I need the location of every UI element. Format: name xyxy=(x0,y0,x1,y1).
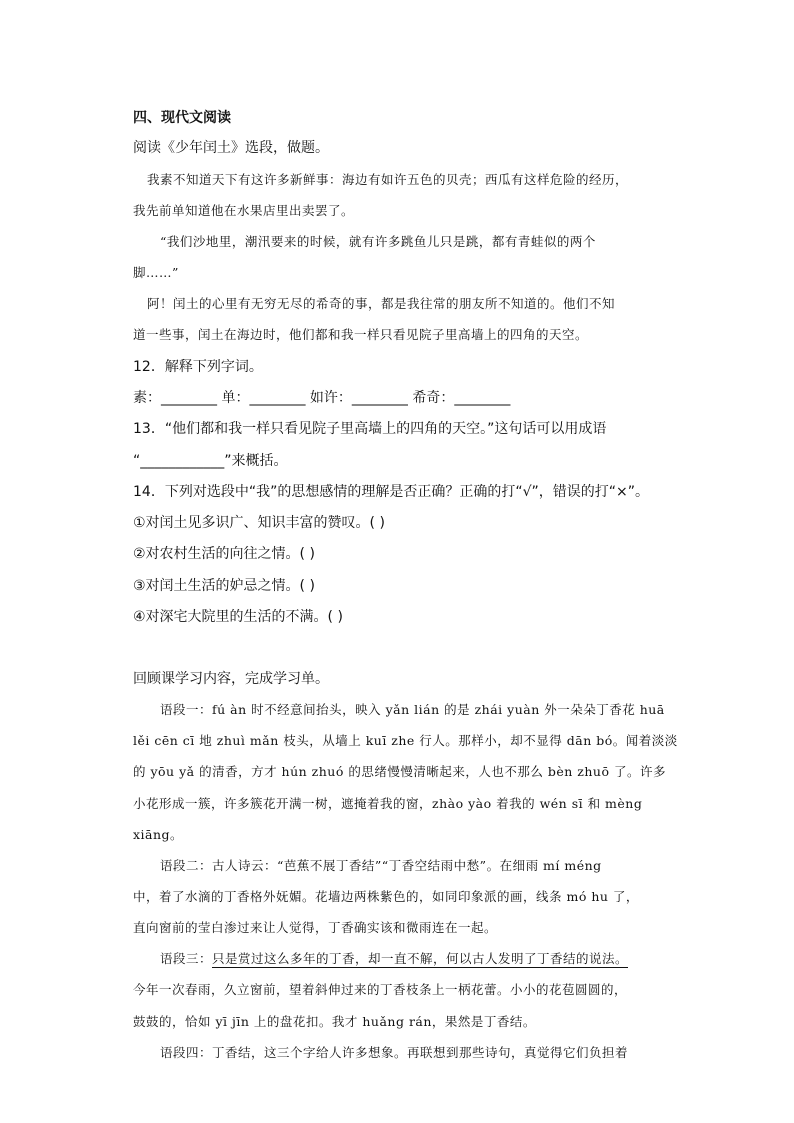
passage-line: 道一些事，闰土在海边时，他们都和我一样只看见院子里高墙上的四角的天空。 xyxy=(133,327,589,342)
question-12: 12．解释下列字词。 xyxy=(133,359,263,375)
underlined-sentence: 只是赏过这么多年的丁香，却一直不解，何以古人发明了丁香结的说法。 xyxy=(212,951,629,966)
passage-line: 我先前单知道他在水果店里出卖罢了。 xyxy=(133,203,355,218)
segment-label: 语段三： xyxy=(160,951,213,966)
segment-line: 直向窗前的莹白渗过来让人觉得，丁香确实该和微雨连在一起。 xyxy=(133,920,498,935)
segment-line: 语段四：丁香结，这三个字给人许多想象。再联想到那些诗句，真觉得它们负担着 xyxy=(160,1045,629,1060)
question-14-item: ④对深宅大院里的生活的不满。( ) xyxy=(133,609,343,625)
segment-line: 语段二：古人诗云：“芭蕉不展丁香结”“丁香空结雨中愁”。在细雨 mí méng xyxy=(160,858,602,873)
question-13: 13．“他们都和我一样只看见院子里高墙上的四角的天空。”这句话可以用成语 xyxy=(133,421,607,437)
segment-line: 语段一：fú àn 时不经意间抬头，映入 yǎn lián 的是 zhái yuàn 外一朵朵丁香花 huā xyxy=(160,702,665,717)
passage-line: 阿！闰土的心里有无穷无尽的希奇的事，都是我往常的朋友所不知道的。他们不知 xyxy=(147,296,616,311)
question-14: 14．下列对选段中“我”的思想感情的理解是否正确？正确的打“√”，错误的打“×”。 xyxy=(133,484,649,500)
review-instruction: 回顾课学习内容，完成学习单。 xyxy=(133,671,329,687)
segment-line: 中，着了水滴的丁香格外妩媚。花墙边两株紫色的，如同印象派的画，线条 mó hu 了， xyxy=(133,889,639,904)
reading-instruction: 阅读《少年闰土》选段，做题。 xyxy=(133,140,329,156)
passage-line: 脚……” xyxy=(133,265,179,280)
question-14-item: ③对闰土生活的妒忌之情。( ) xyxy=(133,578,315,594)
question-14-item: ①对闰土见多识广、知识丰富的赞叹。( ) xyxy=(133,515,385,531)
passage-line: 我素不知道天下有这许多新鲜事：海边有如许五色的贝壳；西瓜有这样危险的经历， xyxy=(147,172,629,187)
segment-line: 鼓鼓的，恰如 yī jīn 上的盘花扣。我才 huǎng rán，果然是丁香结。 xyxy=(133,1014,536,1029)
segment-line: 的 yōu yǎ 的清香，方才 hún zhuó 的思绪慢慢清晰起来，人也不那么 bèn zhuō 了。许多 xyxy=(133,764,666,779)
segment-line: lěi cēn cī 地 zhuì mǎn 枝头，从墙上 kuī zhe 行人。那样小，却不显得 dān bó。闻着淡淡 xyxy=(133,733,678,748)
section-title: 四、现代文阅读 xyxy=(133,110,231,126)
segment-line xyxy=(160,949,628,969)
passage-line: “我们沙地里，潮汛要来的时候，就有许多跳鱼儿只是跳，都有青蛙似的两个 xyxy=(160,234,596,249)
segment-line: 小花形成一簇，许多簇花开满一树，遮掩着我的窗，zhào yào 着我的 wén sī 和 mèng xyxy=(133,796,643,811)
segment-line: 今年一次春雨，久立窗前，望着斜伸过来的丁香枝条上一柄花蕾。小小的花苞圆圆的， xyxy=(133,982,628,997)
question-13-answer-line: “____________”来概括。 xyxy=(133,453,288,469)
question-12-blanks: 素：________ 单：________ 如许：________ 希奇：________ xyxy=(133,390,511,406)
question-14-item: ②对农村生活的向往之情。( ) xyxy=(133,546,315,562)
segment-line: xiāng。 xyxy=(133,827,184,842)
